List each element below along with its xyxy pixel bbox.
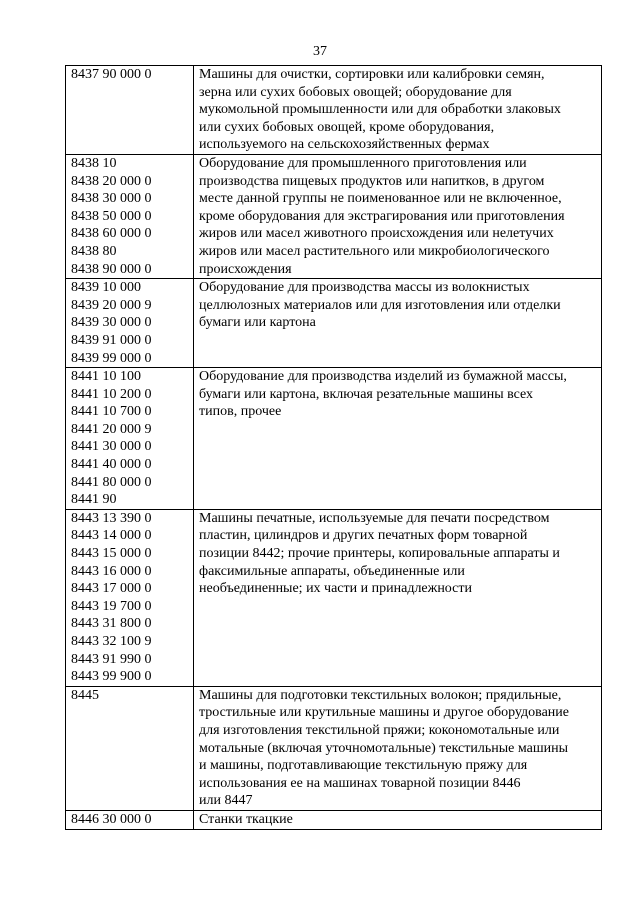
code-cell (66, 279, 194, 368)
page-number: 37 (313, 44, 327, 59)
description-line: типов, прочее (199, 404, 282, 420)
description-cell (194, 279, 602, 368)
description-line: Оборудование для промышленного приготовления или (199, 155, 527, 171)
tn-ved-code: 8441 80 000 0 (71, 474, 152, 490)
description-line: и машины, подготавливающие текстильную пряжу для (199, 758, 528, 774)
table-row (66, 686, 602, 810)
tn-ved-code: 8446 30 000 0 (71, 811, 152, 827)
description-line: используемого на сельскохозяйственных фермах (199, 137, 490, 153)
tn-ved-code: 8439 99 000 0 (71, 350, 152, 366)
tn-ved-code: 8438 50 000 0 (71, 208, 152, 224)
description-line: бумаги или картона (199, 315, 316, 331)
description-line: месте данной группы не поименованное или не включенное, (199, 191, 562, 207)
tn-ved-code: 8439 91 000 0 (71, 332, 152, 348)
description-line: необъединенные; их части и принадлежности (199, 581, 472, 597)
tn-ved-code: 8443 99 900 0 (71, 669, 152, 685)
tn-ved-code: 8439 30 000 0 (71, 315, 152, 331)
table-body (66, 66, 602, 830)
table-row (66, 66, 602, 155)
code-cell (66, 368, 194, 510)
table-row (66, 368, 602, 510)
description-line: или 8447 (199, 793, 253, 809)
description-cell (194, 686, 602, 810)
description-line: происхождения (199, 261, 292, 277)
tn-ved-code: 8443 91 990 0 (71, 651, 152, 667)
tn-ved-code: 8443 17 000 0 (71, 581, 152, 597)
tn-ved-code: 8443 19 700 0 (71, 598, 152, 614)
description-line: Станки ткацкие (199, 811, 293, 827)
description-cell (194, 509, 602, 686)
description-cell (194, 154, 602, 278)
tn-ved-code: 8439 10 000 (71, 280, 141, 296)
description-line: тростильные или крутильные машины и другое оборудование (199, 705, 570, 721)
description-line: факсимильные аппараты, объединенные или (199, 563, 465, 579)
description-cell (194, 368, 602, 510)
code-cell (66, 686, 194, 810)
description-line: позиции 8442; прочие принтеры, копировальные аппараты и (199, 546, 560, 562)
table-row (66, 154, 602, 278)
tn-ved-code: 8441 20 000 9 (71, 421, 152, 437)
description-line: жиров или масел растительного или микробиологического (199, 243, 550, 259)
tn-ved-code: 8438 60 000 0 (71, 226, 152, 242)
table-row (66, 810, 602, 829)
tn-ved-code: 8438 30 000 0 (71, 191, 152, 207)
tn-ved-code: 8441 40 000 0 (71, 457, 152, 473)
description-cell (194, 810, 602, 829)
table-row (66, 509, 602, 686)
code-cell (66, 509, 194, 686)
description-cell (194, 66, 602, 155)
tn-ved-code: 8441 30 000 0 (71, 439, 152, 455)
table-row (66, 279, 602, 368)
description-line: кроме оборудования для экстрагирования или приготовления (199, 208, 565, 224)
description-line: Оборудование для производства массы из волокнистых (199, 280, 530, 296)
description-line: бумаги или картона, включая резательные машины всех (199, 386, 534, 402)
tn-ved-code: 8443 16 000 0 (71, 563, 152, 579)
tn-ved-code: 8441 10 200 0 (71, 386, 152, 402)
description-line: Машины для подготовки текстильных волокон; прядильные, (199, 687, 562, 703)
description-line: целлюлозных материалов или для изготовления или отделки (199, 297, 561, 313)
code-cell (66, 810, 194, 829)
tn-ved-code: 8441 10 100 (71, 369, 141, 385)
tn-ved-code: 8443 14 000 0 (71, 528, 152, 544)
tn-ved-code: 8443 31 800 0 (71, 616, 152, 632)
description-line: Машины для очистки, сортировки или калибровки семян, (199, 67, 545, 82)
description-line: Машины печатные, используемые для печати посредством (199, 510, 550, 526)
tn-ved-code: 8443 13 390 0 (71, 510, 152, 526)
tn-ved-code: 8443 15 000 0 (71, 546, 152, 562)
tn-ved-code: 8445 (71, 687, 99, 703)
tn-ved-code: 8441 10 700 0 (71, 404, 152, 420)
tn-ved-code: 8441 90 (71, 492, 117, 508)
description-line: для изготовления текстильной пряжи; кокономотальные или (199, 722, 560, 738)
code-cell (66, 66, 194, 155)
description-line: производства пищевых продуктов или напитков, в другом (199, 173, 545, 189)
description-line: мотальные (включая уточномотальные) текстильные машины (199, 740, 568, 756)
tn-ved-code: 8437 90 000 0 (71, 67, 152, 82)
tn-ved-code: 8438 90 000 0 (71, 261, 152, 277)
tn-ved-code: 8438 10 (71, 155, 117, 171)
description-line: использования ее на машинах товарной позиции 8446 (199, 775, 521, 791)
description-line: мукомольной промышленности или для обработки злаковых (199, 102, 561, 118)
description-line: жиров или масел животного происхождения или нелетучих (199, 226, 554, 242)
description-line: Оборудование для производства изделий из бумажной массы, (199, 369, 567, 385)
tn-ved-code: 8438 20 000 0 (71, 173, 152, 189)
description-line: зерна или сухих бобовых овощей; оборудование для (199, 84, 512, 100)
code-cell (66, 154, 194, 278)
tn-ved-code: 8439 20 000 9 (71, 297, 152, 313)
tn-ved-code: 8438 80 (71, 243, 117, 259)
customs-code-table (65, 65, 602, 830)
tn-ved-code: 8443 32 100 9 (71, 634, 152, 649)
description-line: пластин, цилиндров и других печатных форм товарной (199, 528, 528, 544)
description-line: или сухих бобовых овощей, кроме оборудования, (199, 119, 495, 135)
